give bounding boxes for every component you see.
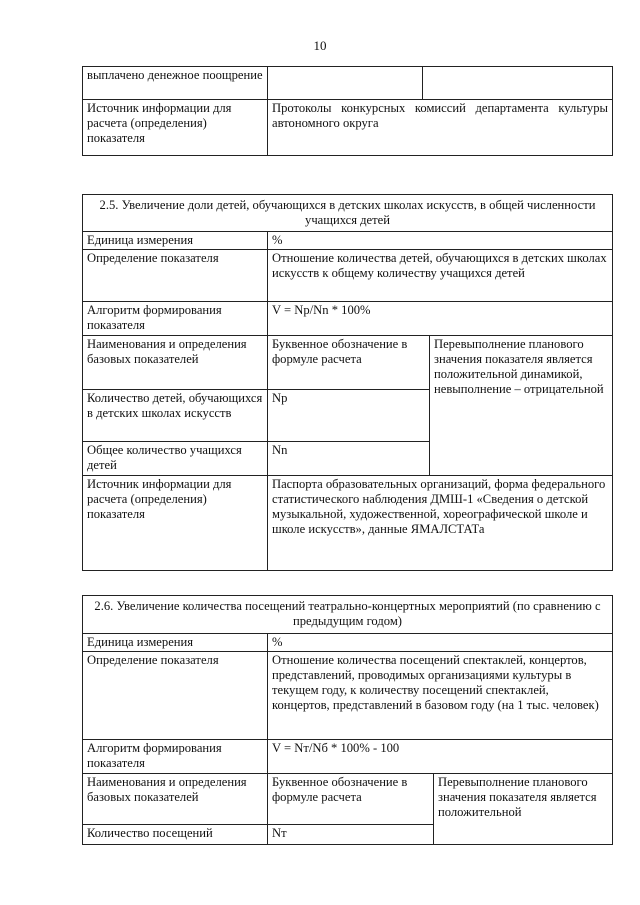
table-continuation (82, 66, 613, 156)
table-indicator-2-5 (82, 194, 613, 571)
table-row (83, 67, 613, 100)
symbol-header: Буквенное обозначение в формуле расчета (268, 336, 430, 390)
table-row (83, 100, 613, 156)
base-item-name: Количество посещений (83, 825, 268, 845)
unit-value: % (268, 232, 613, 250)
base-item-symbol: Np (268, 390, 430, 442)
source-value: Протоколы конкурсных комиссий департамента культуры автономного округа (268, 100, 613, 156)
source-label: Источник информации для расчета (определения) показателя (83, 100, 268, 156)
unit-label: Единица измерения (83, 232, 268, 250)
dynamics-note: Перевыполнение планового значения показателя является положительной (434, 774, 613, 845)
algorithm-label: Алгоритм формирования показателя (83, 740, 268, 774)
unit-value: % (268, 634, 613, 652)
algorithm-label: Алгоритм формирования показателя (83, 302, 268, 336)
indicator-title: 2.6. Увеличение количества посещений театрально-концертных мероприятий (по сравнению с предыдущим годом) (83, 596, 613, 634)
source-label: Источник информации для расчета (определения) показателя (83, 476, 268, 571)
row-value (268, 67, 423, 100)
definition-value: Отношение количества посещений спектаклей, концертов, представлений, проводимых организациями культуры в текущем году, к количеству посещений спектаклей, концертов, представлений в базовом году (на 1 тыс. человек) (268, 652, 613, 740)
definition-label: Определение показателя (83, 652, 268, 740)
unit-label: Единица измерения (83, 634, 268, 652)
dynamics-note: Перевыполнение планового значения показателя является положительной динамикой, невыполнение – отрицательной (430, 336, 613, 476)
base-item-name: Количество детей, обучающихся в детских школах искусств (83, 390, 268, 442)
base-item-symbol: Nт (268, 825, 434, 845)
symbol-header: Буквенное обозначение в формуле расчета (268, 774, 434, 825)
definition-label: Определение показателя (83, 250, 268, 302)
indicator-title: 2.5. Увеличение доли детей, обучающихся в детских школах искусств, в общей численности учащихся детей (83, 195, 613, 232)
base-item-name: Общее количество учащихся детей (83, 442, 268, 476)
base-item-symbol: Nn (268, 442, 430, 476)
algorithm-value: V = Np/Nn * 100% (268, 302, 613, 336)
definition-value: Отношение количества детей, обучающихся в детских школах искусств к общему количеству учащихся детей (268, 250, 613, 302)
page-number: 10 (313, 38, 327, 53)
row-label: выплачено денежное поощрение (83, 67, 268, 100)
table-indicator-2-6 (82, 595, 613, 845)
base-indicators-label: Наименования и определения базовых показателей (83, 336, 268, 390)
base-indicators-label: Наименования и определения базовых показателей (83, 774, 268, 825)
source-value: Паспорта образовательных организаций, форма федерального статистического наблюдения ДМШ-1 «Сведения о детской музыкальной, художественной, хореографической школе и школе искусств», данные ЯМАЛСТАТа (268, 476, 613, 571)
row-value-2 (423, 67, 613, 100)
algorithm-value: V = Nт/Nб * 100% - 100 (268, 740, 613, 774)
